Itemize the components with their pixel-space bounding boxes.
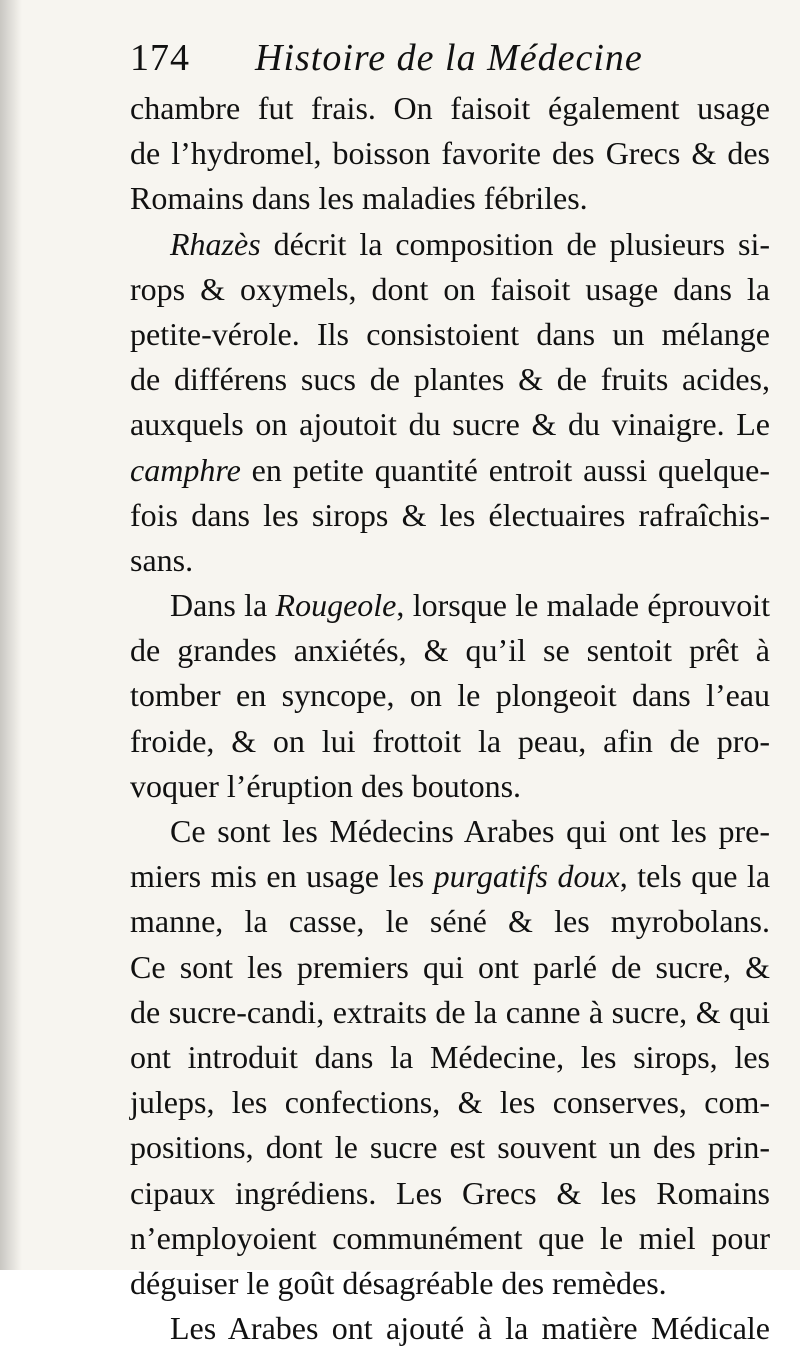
- italic-text: purgatifs doux: [433, 858, 620, 895]
- text-line: [130, 1216, 770, 1261]
- text-line: [130, 1125, 770, 1170]
- text-line: [130, 899, 770, 944]
- text-line: [130, 448, 770, 493]
- text-line: [130, 809, 770, 854]
- text-segment: Dans la: [170, 587, 276, 624]
- text-line: [130, 222, 770, 267]
- text-segment: ont introduit dans la Médecine, les sirops, les: [130, 1038, 770, 1075]
- page-number: 174: [130, 37, 190, 79]
- text-line: [130, 86, 770, 131]
- text-segment: auxquels on ajoutoit du sucre & du vinaigre. Le: [130, 406, 770, 443]
- text-segment: sans.: [130, 541, 194, 578]
- text-line: [130, 312, 770, 357]
- text-segment: Les Arabes ont ajouté à la matière Médicale: [170, 1310, 770, 1347]
- text-line: [130, 1080, 770, 1125]
- text-line: [130, 1171, 770, 1216]
- text-segment: cipaux ingrédiens. Les Grecs & les Romains: [130, 1174, 770, 1211]
- text-segment: de sucre-candi, extraits de la canne à sucre, & qui: [130, 993, 770, 1030]
- text-segment: Ce sont les Médecins Arabes qui ont les pre-: [170, 813, 770, 849]
- italic-text: Rougeole: [275, 587, 397, 624]
- text-line: [130, 176, 770, 221]
- text-segment: , tels que la: [619, 858, 771, 895]
- text-line: [130, 538, 770, 583]
- body-text: [130, 86, 770, 1351]
- text-line: [130, 628, 770, 673]
- text-line: [130, 402, 770, 447]
- text-segment: tomber en syncope, on le plongeoit dans l’eau: [130, 677, 770, 714]
- text-segment: voquer l’éruption des boutons.: [130, 767, 522, 804]
- text-segment: rops & oxymels, dont on faisoit usage dans la: [130, 270, 770, 307]
- text-line: [130, 267, 770, 312]
- text-line: [130, 719, 770, 764]
- text-segment: Romains dans les maladies fébriles.: [130, 180, 588, 217]
- text-line: [130, 673, 770, 718]
- text-line: [130, 1306, 770, 1351]
- text-line: [130, 1261, 770, 1306]
- text-segment: , lorsque le malade éprouvoit: [396, 587, 770, 624]
- text-segment: de l’hydromel, boisson favorite des Grecs & des: [130, 135, 770, 172]
- text-segment: chambre fut frais. On faisoit également usage: [130, 90, 770, 126]
- text-line: [130, 493, 770, 538]
- text-line: [130, 990, 770, 1035]
- text-segment: petite-vérole. Ils consistoient dans un mélange: [130, 315, 770, 352]
- text-segment: juleps, les confections, & les conserves, com-: [130, 1084, 770, 1121]
- text-segment: déguiser le goût désagréable des remèdes.: [130, 1264, 667, 1301]
- text-segment: décrit la composition de plusieurs si-: [260, 225, 770, 262]
- text-line: [130, 764, 770, 809]
- text-line: [130, 945, 770, 990]
- text-line: [130, 1035, 770, 1080]
- text-segment: positions, dont le sucre est souvent un des prin-: [130, 1129, 770, 1166]
- text-segment: de différens sucs de plantes & de fruits acides,: [130, 361, 770, 398]
- text-line: [130, 357, 770, 402]
- gutter-shadow: [0, 0, 22, 1270]
- italic-text: camphre: [130, 451, 241, 488]
- italic-text: Rhazès: [170, 225, 261, 262]
- text-segment: miers mis en usage les: [130, 858, 434, 895]
- text-line: [130, 583, 770, 628]
- text-line: [130, 854, 770, 899]
- text-segment: en petite quantité entroit aussi quelque-: [240, 451, 770, 488]
- text-segment: froide, & on lui frottoit la peau, afin de pro-: [130, 722, 770, 759]
- text-segment: de grandes anxiétés, & qu’il se sentoit prêt à: [130, 632, 770, 669]
- text-segment: n’employoient communément que le miel pour: [130, 1219, 770, 1256]
- text-segment: manne, la casse, le séné & les myrobolans.: [130, 903, 770, 940]
- text-segment: Ce sont les premiers qui ont parlé de sucre, &: [130, 948, 770, 985]
- text-line: [130, 131, 770, 176]
- text-segment: fois dans les sirops & les électuaires rafraîchis-: [130, 496, 770, 533]
- running-head: Histoire de la Médecine: [255, 37, 643, 79]
